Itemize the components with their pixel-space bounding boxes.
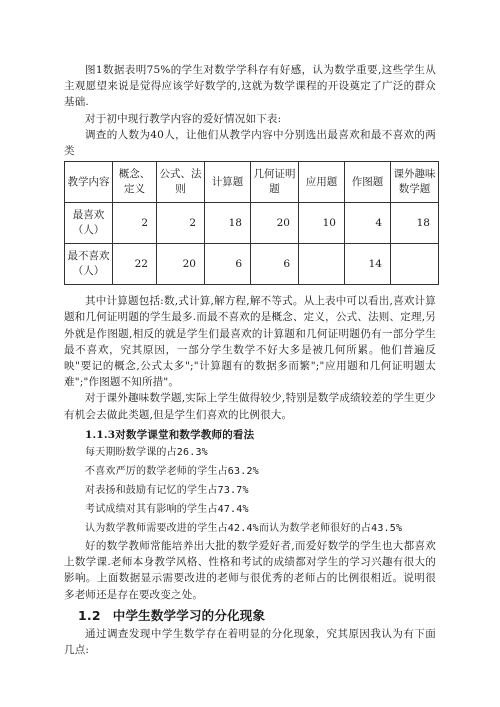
table-header-row (65, 162, 439, 203)
table-cell: 18 (391, 203, 439, 244)
preference-table (64, 161, 439, 285)
table-header-cell: 概念、定义 (113, 162, 157, 203)
table-header-cell: 计算题 (205, 162, 251, 203)
section-number: 1.2 (78, 607, 101, 623)
table-cell: 6 (251, 244, 299, 285)
list-item: 不喜欢严厉的数学老师的学生占63.2% (85, 466, 259, 478)
list-item: 每天期盼数学课的占26.3% (85, 447, 208, 459)
table-header-cell: 几何证明题 (251, 162, 299, 203)
list-item: 对表扬和鼓励有记忆的学生占73.7% (85, 485, 249, 497)
section-title: 中学生数学学习的分化现象 (112, 607, 266, 623)
table-cell: 2 (113, 203, 157, 244)
table-cell (391, 244, 439, 285)
subsection-heading: 1.1.3对数学课堂和数学教师的看法 (85, 428, 255, 441)
table-cell: 20 (251, 203, 299, 244)
paragraph-survey-note: 调查的人数为40人，让他们从教学内容中分别选出最喜欢和最不喜欢的两类 (64, 128, 436, 158)
table-header-cell: 教学内容 (65, 162, 113, 203)
table-row (65, 244, 439, 285)
table-header-cell: 课外趣味数学题 (391, 162, 439, 203)
row-label-most-liked: 最喜欢（人） (65, 203, 113, 244)
table-cell (299, 244, 345, 285)
table-header-cell: 作图题 (345, 162, 391, 203)
document-page (64, 62, 436, 658)
list-item: 认为数学教师需要改进的学生占42.4%而认为数学老师很好的占43.5% (85, 523, 403, 535)
row-label-least-liked: 最不喜欢（人） (65, 244, 113, 285)
table-cell: 10 (299, 203, 345, 244)
paragraph-extracurricular: 对于课外趣味数学题,实际上学生做得较少,特别是数学成绩较差的学生更少有机会去做此类题,但是学生们喜欢的比例很大。 (64, 392, 436, 421)
table-cell: 2 (157, 203, 205, 244)
table-header-cell: 应用题 (299, 162, 345, 203)
table-row (65, 203, 439, 244)
paragraph-intro: 图1数据表明75%的学生对数学学科存有好感，认为数学重要,这些学生从主观愿望来说是觉得应该学好数学的,这就为数学课程的开设奠定了广泛的群众基础. (64, 64, 436, 109)
table-cell: 22 (113, 244, 157, 285)
table-header-cell: 公式、法则 (157, 162, 205, 203)
list-item: 考试成绩对其有影响的学生占47.4% (85, 504, 249, 516)
paragraph-analysis: 其中计算题包括:数,式计算,解方程,解不等式。从上表中可以看出,喜欢计算题和几何证明题的学生最多.而最不喜欢的是概念、定义，公式、法则、定理,另外就是作图题,相反的就是学生们最喜欢的计算题和几何证明题仍有一部分学生最不喜欢，究其原因，一部分学生数学不好大多是被几何所累。他们普遍反映"要记的概念,公式太多";"计算题有的数据多而繁";"应用题和几何证明题太难";"作图题不知所措"。 (64, 295, 436, 389)
table-cell: 4 (345, 203, 391, 244)
table-cell: 14 (345, 244, 391, 285)
table-cell: 20 (157, 244, 205, 285)
table-cell: 18 (205, 203, 251, 244)
paragraph-table-lead: 对于初中现行教学内容的爱好情况如下表: (85, 112, 282, 125)
section-heading (64, 608, 436, 624)
paragraph-differentiation: 通过调查发现中学生数学存在着明显的分化现象，究其原因我认为有下面几点: (64, 628, 436, 657)
paragraph-teacher-influence: 好的数学教师常能培养出大批的数学爱好者,而爱好数学的学生也大都喜欢上数学课.老师本身教学风格、性格和考试的成绩都对学生的学习兴趣有很大的影响。上面数据显示需要改进的老师与很优秀的老师占的比例很相近。说明很多老师还是存在要改变之处。 (64, 540, 436, 601)
table-cell: 6 (205, 244, 251, 285)
